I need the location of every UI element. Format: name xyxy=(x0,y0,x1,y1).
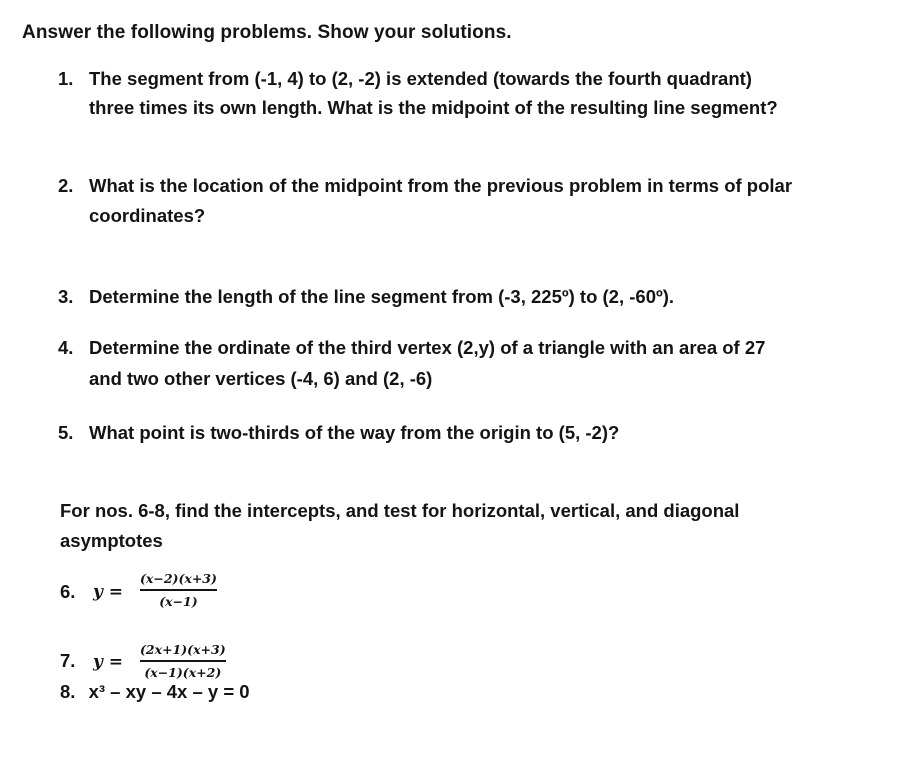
problem-number: 4. xyxy=(58,337,74,358)
section-instructions xyxy=(60,496,739,556)
fraction-numerator: (2x+1)(x+3) xyxy=(140,642,226,657)
equation-fraction xyxy=(140,642,226,680)
equation-6 xyxy=(60,567,260,617)
problem-number: 5. xyxy=(58,422,74,443)
problem-text-line-2: and two other vertices (-4, 6) and (2, -6) xyxy=(89,368,433,389)
problem-text-line-1: The segment from (-1, 4) to (2, -2) is extended (towards the fourth quadrant) xyxy=(89,68,752,89)
problem-number: 3. xyxy=(58,286,74,307)
section-instructions-line-2: asymptotes xyxy=(60,530,163,551)
problem-text-line-1: What is the location of the midpoint from the previous problem in terms of polar xyxy=(89,175,793,196)
equation-lhs: y = xyxy=(93,652,124,672)
problem-text-line-1: Determine the ordinate of the third vertex (2,y) of a triangle with an area of 27 xyxy=(89,337,766,358)
fraction-bar xyxy=(140,660,226,662)
equation-fraction xyxy=(140,571,217,609)
section-instructions-line-1: For nos. 6-8, find the intercepts, and test for horizontal, vertical, and diagonal xyxy=(60,500,740,521)
fraction-denominator: (x−1)(x+2) xyxy=(144,664,222,680)
fraction-numerator: (x−2)(x+3) xyxy=(140,571,217,586)
equation-text: x³ – xy – 4x – y = 0 xyxy=(88,681,250,702)
problem-number: 1. xyxy=(58,68,74,89)
problem-text-line-1: What point is two-thirds of the way from the origin to (5, -2)? xyxy=(89,422,620,443)
equation-number: 8. xyxy=(60,681,76,702)
problem-text-line-2: coordinates? xyxy=(89,205,206,226)
fraction-denominator: (x−1) xyxy=(159,593,198,609)
equation-number: 7. xyxy=(60,650,76,671)
problem-number: 2. xyxy=(58,175,74,196)
fraction-bar xyxy=(140,589,217,591)
equation-number: 6. xyxy=(60,581,76,602)
equation-lhs: y = xyxy=(93,582,124,602)
instructions-heading: Answer the following problems. Show your solutions. xyxy=(22,22,512,43)
problem-text-line-1: Determine the length of the line segment from (-3, 225º) to (2, -60º). xyxy=(89,286,675,307)
equation-8 xyxy=(60,681,250,703)
problem-text-line-2: three times its own length. What is the midpoint of the resulting line segment? xyxy=(89,97,778,118)
